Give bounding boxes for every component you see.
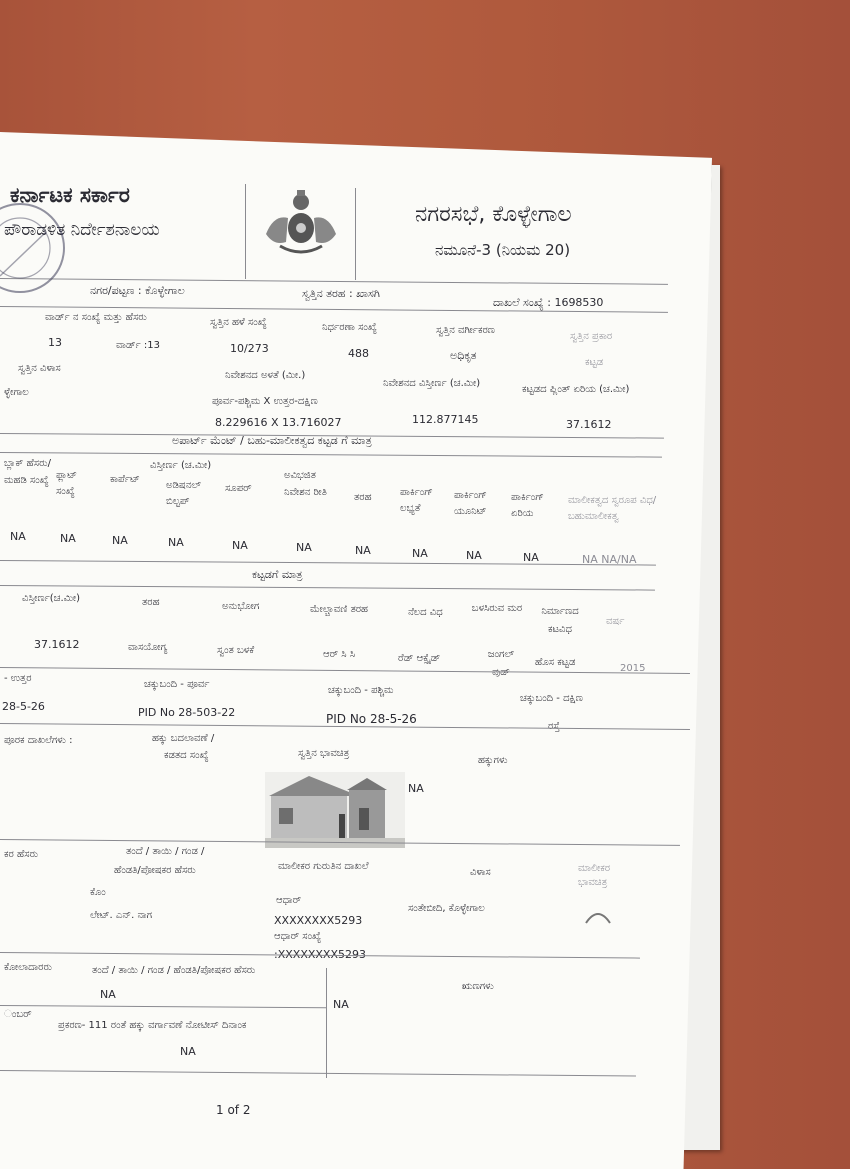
ward-name: ವಾರ್ಡ್ :13 [116,340,161,351]
carpet-header: ಕಾರ್ಪೆಟ್ [110,474,140,485]
file-number-label: ಕಡತದ ಸಂಖ್ಯೆ [164,750,209,761]
address-value: ಳ್ಳೇಗಾಲ [4,387,29,398]
property-kind-value: ಕಟ್ಟಡ [585,357,604,368]
roof-type-value: ಆರ್ ಸಿ ಸಿ [323,649,356,660]
building-section-title: ಕಟ್ಟಡಗೆ ಮಾತ್ರ [252,568,303,581]
ward-label: ವಾರ್ಡ್ ನ ಸಂಖ್ಯೆ ಮತ್ತು ಹೆಸರು [45,312,147,323]
office-seal-stamp [0,196,68,300]
owner-photo-label: ಮಾಲೀಕರ ಭಾವಚಿತ್ರ [578,863,611,888]
plot-area-label: ನಿವೇಶನದ ವಿಸ್ತೀರ್ಣ (ಚ.ಮೀ) [383,378,481,389]
record-number: ದಾಖಲೆ ಸಂಖ್ಯೆ : 1698530 [493,296,604,309]
floor-type-header: ನೆಲದ ವಿಧ [408,607,443,618]
west-boundary-value: PID No 28-5-26 [326,712,417,726]
property-photo [265,772,405,848]
photo-na: NA [408,782,424,795]
apt-value-type: NA [355,544,371,557]
supporting-docs-label: ಪೂರಕ ದಾಖಲೆಗಳು : [4,735,73,746]
debts-value: NA [333,998,349,1011]
transfer-label: ಹಕ್ಕು ಬದಲಾವಣೆ / [152,733,215,744]
assessment-number-label: ನಿರ್ಧರಣಾ ಸಂಖ್ಯೆ [322,322,377,333]
south-boundary-value: ರಸ್ತೆ [548,721,560,732]
east-boundary-value: PID No 28-503-22 [138,706,236,719]
assessment-number: 488 [348,347,369,360]
flat-number-header: ಫ್ಲಾಟ್ ಸಂಖ್ಯೆ [56,470,77,497]
roof-type-header: ಮೇಲ್ಚಾವಣಿ ತರಹ [310,604,368,615]
apt-value-block: NA [10,530,26,543]
plot-area-value: 112.877145 [412,413,479,426]
plot-dimension-direction: ಪೂರ್ವ-ಪಶ್ಚಿಮ X ಉತ್ತರ-ದಕ್ಷಿಣ [212,396,318,407]
east-boundary-label: ಚಕ್ಕುಬಂದಿ - ಪೂರ್ವ [144,679,210,690]
floor-type-value: ರೆಡ್ ಆಕ್ಸೈಡ್ [398,653,441,664]
owner-name-label: ಕರ ಹೆಸರು [4,849,39,860]
construction-type-value: ಹೊಸ ಕಟ್ಟಡ [535,657,576,668]
building-area-header: ವಿಸ್ತೀರ್ಣ(ಚ.ಮೀ) [22,593,81,604]
wood-used-value: ಜಂಗಲ್ ವುಡ್ [487,649,515,678]
south-boundary-label: ಚಕ್ಕುಬಂದಿ - ದಕ್ಷಿಣ [520,693,583,704]
owner-address-label: ವಿಳಾಸ [470,867,491,878]
holder-parent-label: ತಂದೆ / ತಾಯಿ / ಗಂಡ / ಹೆಂಡತಿ/ಪೋಷಕರ ಹೆಸರು [92,965,256,976]
aadhaar-number-value: :XXXXXXXX5293 [274,948,366,961]
owner-id-label: ಮಾಲೀಕರ ಗುರುತಿನ ದಾಖಲೆ [278,861,369,872]
north-boundary-value: 28-5-26 [2,700,45,713]
aadhaar-value: XXXXXXXX5293 [274,914,363,927]
owner-parent-label: ತಂದೆ / ತಾಯಿ / ಗಂಡ / [126,846,205,857]
debts-label: ಋಣಗಳು [462,981,494,992]
block-floor-header: ಬ್ಲಾಕ್ ಹೆಸರು/ ಮಹಡಿ ಸಂಖ್ಯೆ [4,458,51,486]
plot-dimensions-value: 8.229616 X 13.716027 [215,416,342,429]
apt-value-ownership: NA NA/NA [582,553,637,566]
divider [0,452,662,458]
notice-prefix-label: ಂಬರ್ [4,1009,32,1020]
notice-date-value: NA [180,1045,196,1058]
address-label: ಸ್ವತ್ತಿನ ವಿಳಾಸ [18,363,61,374]
owner-parent-label-2: ಹೆಂಡತಿ/ಪೋಷಕರ ಹೆಸರು [114,865,196,876]
apartment-section-title: ಅಪಾರ್ಟ್ ಮೆಂಟ್ / ಬಹು-ಮಾಲೀಕತ್ವದ ಕಟ್ಟಡ ಗೆ ಮಾತ್ರ [172,434,372,447]
ownership-type-header: ಮಾಲೀಕತ್ವದ ಸ್ವರೂಪ ವಿಧ/ಬಹುಮಾಲೀಕತ್ವ [568,495,657,522]
aadhaar-label: ಆಧಾರ್ [276,895,302,906]
page-number: 1 of 2 [216,1103,251,1117]
building-type-header: ತರಹ [142,597,160,608]
classification-value: ಅಧಿಕೃತ [450,349,477,362]
divider [0,585,655,591]
building-area-value: 37.1612 [34,638,80,651]
north-boundary-label: - ಉತ್ತರ [4,673,32,684]
parking-unit-header: ಪಾರ್ಕಿಂಗ್ ಯೂನಿಟ್ [454,490,487,517]
apt-value-carpet: NA [112,534,128,547]
apt-value-flat: NA [60,532,76,545]
govt-title: ಕರ್ನಾಟಕ ಸರ್ಕಾರ [10,183,130,207]
divider [0,1005,326,1008]
notice-date-label: ಪ್ರಕರಣ- 111 ರಂತೆ ಹಕ್ಕು ವರ್ಗಾವಣೆ ನೋಟೀಸ್ ದಿನಾಂಕ [58,1020,247,1031]
wood-used-header: ಬಳಸಿರುವ ಮರ [471,603,523,614]
apt-value-parking-area: NA [523,551,539,564]
property-kind-label: ಸ್ವತ್ತಿನ ಪ್ರಕಾರ [570,331,613,342]
parking-area-header: ಪಾರ್ಕಿಂಗ್ ಏರಿಯ [511,492,544,519]
holder-label: ಕೋಲಾದಾರರು [4,962,52,973]
west-boundary-label: ಚಕ್ಕುಬಂದಿ - ಪಶ್ಚಿಮ [328,685,394,696]
type-header: ತರಹ [354,492,372,503]
owner-photo-icon [584,905,612,925]
plot-dimensions-label: ನಿವೇಶನದ ಅಳತೆ (ಮೀ.) [225,370,306,381]
area-group-label: ವಿಸ್ತೀರ್ಣ (ಚ.ಮೀ) [150,460,212,471]
property-photo-label: ಸ್ವತ್ತಿನ ಭಾವಚಿತ್ರ [298,748,350,759]
apt-value-parking-unit: NA [466,549,482,562]
holder-parent-value: NA [100,988,116,1001]
owner-address-value: ಸಂತೇಬೀದಿ, ಕೊಳ್ಳೇಗಾಲ [408,903,485,914]
divider [0,1070,636,1077]
owner-parent-value: ಕೊಂ [90,887,106,898]
divider [326,968,327,1078]
year-value: 2015 [620,663,646,674]
town-field: ನಗರ/ಪಟ್ಟಣ : ಕೊಳ್ಳೇಗಾಲ [90,284,185,297]
apt-value-undivided: NA [296,541,312,554]
undivided-share-header: ಅವಿಭಜಿತ ನಿವೇಶನ ರೀತಿ [284,470,327,498]
year-header: ವರ್ಷ [606,616,625,627]
rights-label: ಹಕ್ಕುಗಳು [478,755,508,766]
apt-value-additional: NA [168,536,184,549]
plinth-area-value: 37.1612 [566,418,612,431]
directorate-title: ಪೌರಾಡಳಿತ ನಿರ್ದೇಶನಾಲಯ [4,220,160,240]
apt-value-parking-availability: NA [412,547,428,560]
aadhaar-number-label: ಆಧಾರ್ ಸಂಖ್ಯೆ [274,931,322,942]
form-number: ನಮೂನೆ-3 (ನಿಯಮ 20) [435,241,571,259]
super-header: ಸೂಪರ್ [225,483,252,494]
parking-availability-header: ಪಾರ್ಕಿಂಗ್ ಲಭ್ಯತೆ [400,487,433,514]
plinth-area-label: ಕಟ್ಟಡದ ಪ್ಲಿಂತ್ ಏರಿಯ (ಚ.ಮೀ) [522,384,630,395]
old-number: 10/273 [230,342,269,355]
usage-value: ಸ್ವಂತ ಬಳಕೆ [217,645,255,656]
owner-parent-value-2: ಲೇಟ್. ಎನ್. ನಾಗ [90,910,152,921]
property-type-field: ಸ್ವತ್ತಿನ ತರಹ : ಖಾಸಗಿ [302,287,380,300]
classification-label: ಸ್ವತ್ತಿನ ವರ್ಗೀಕರಣ [436,325,495,336]
municipality-title: ನಗರಸಭೆ, ಕೊಳ್ಳೇಗಾಲ [415,202,572,227]
building-type-value: ವಾಸಯೋಗ್ಯ [128,642,168,653]
usage-header: ಅನುಭೋಗ [222,601,260,612]
state-emblem-icon [256,186,346,262]
divider [355,188,356,280]
divider [245,184,246,279]
construction-type-header: ನಿರ್ಮಾಣದ ಕಟವಿಧ [541,606,579,635]
apt-value-super: NA [232,539,248,552]
ward-number: 13 [48,336,62,349]
old-number-label: ಸ್ವತ್ತಿನ ಹಳೆ ಸಂಖ್ಯೆ [210,317,267,328]
additional-builtup-header: ಅಡಿಷನಲ್ ಬಿಲ್ಟಪ್ [166,480,201,507]
divider [0,667,690,674]
divider [0,560,656,566]
